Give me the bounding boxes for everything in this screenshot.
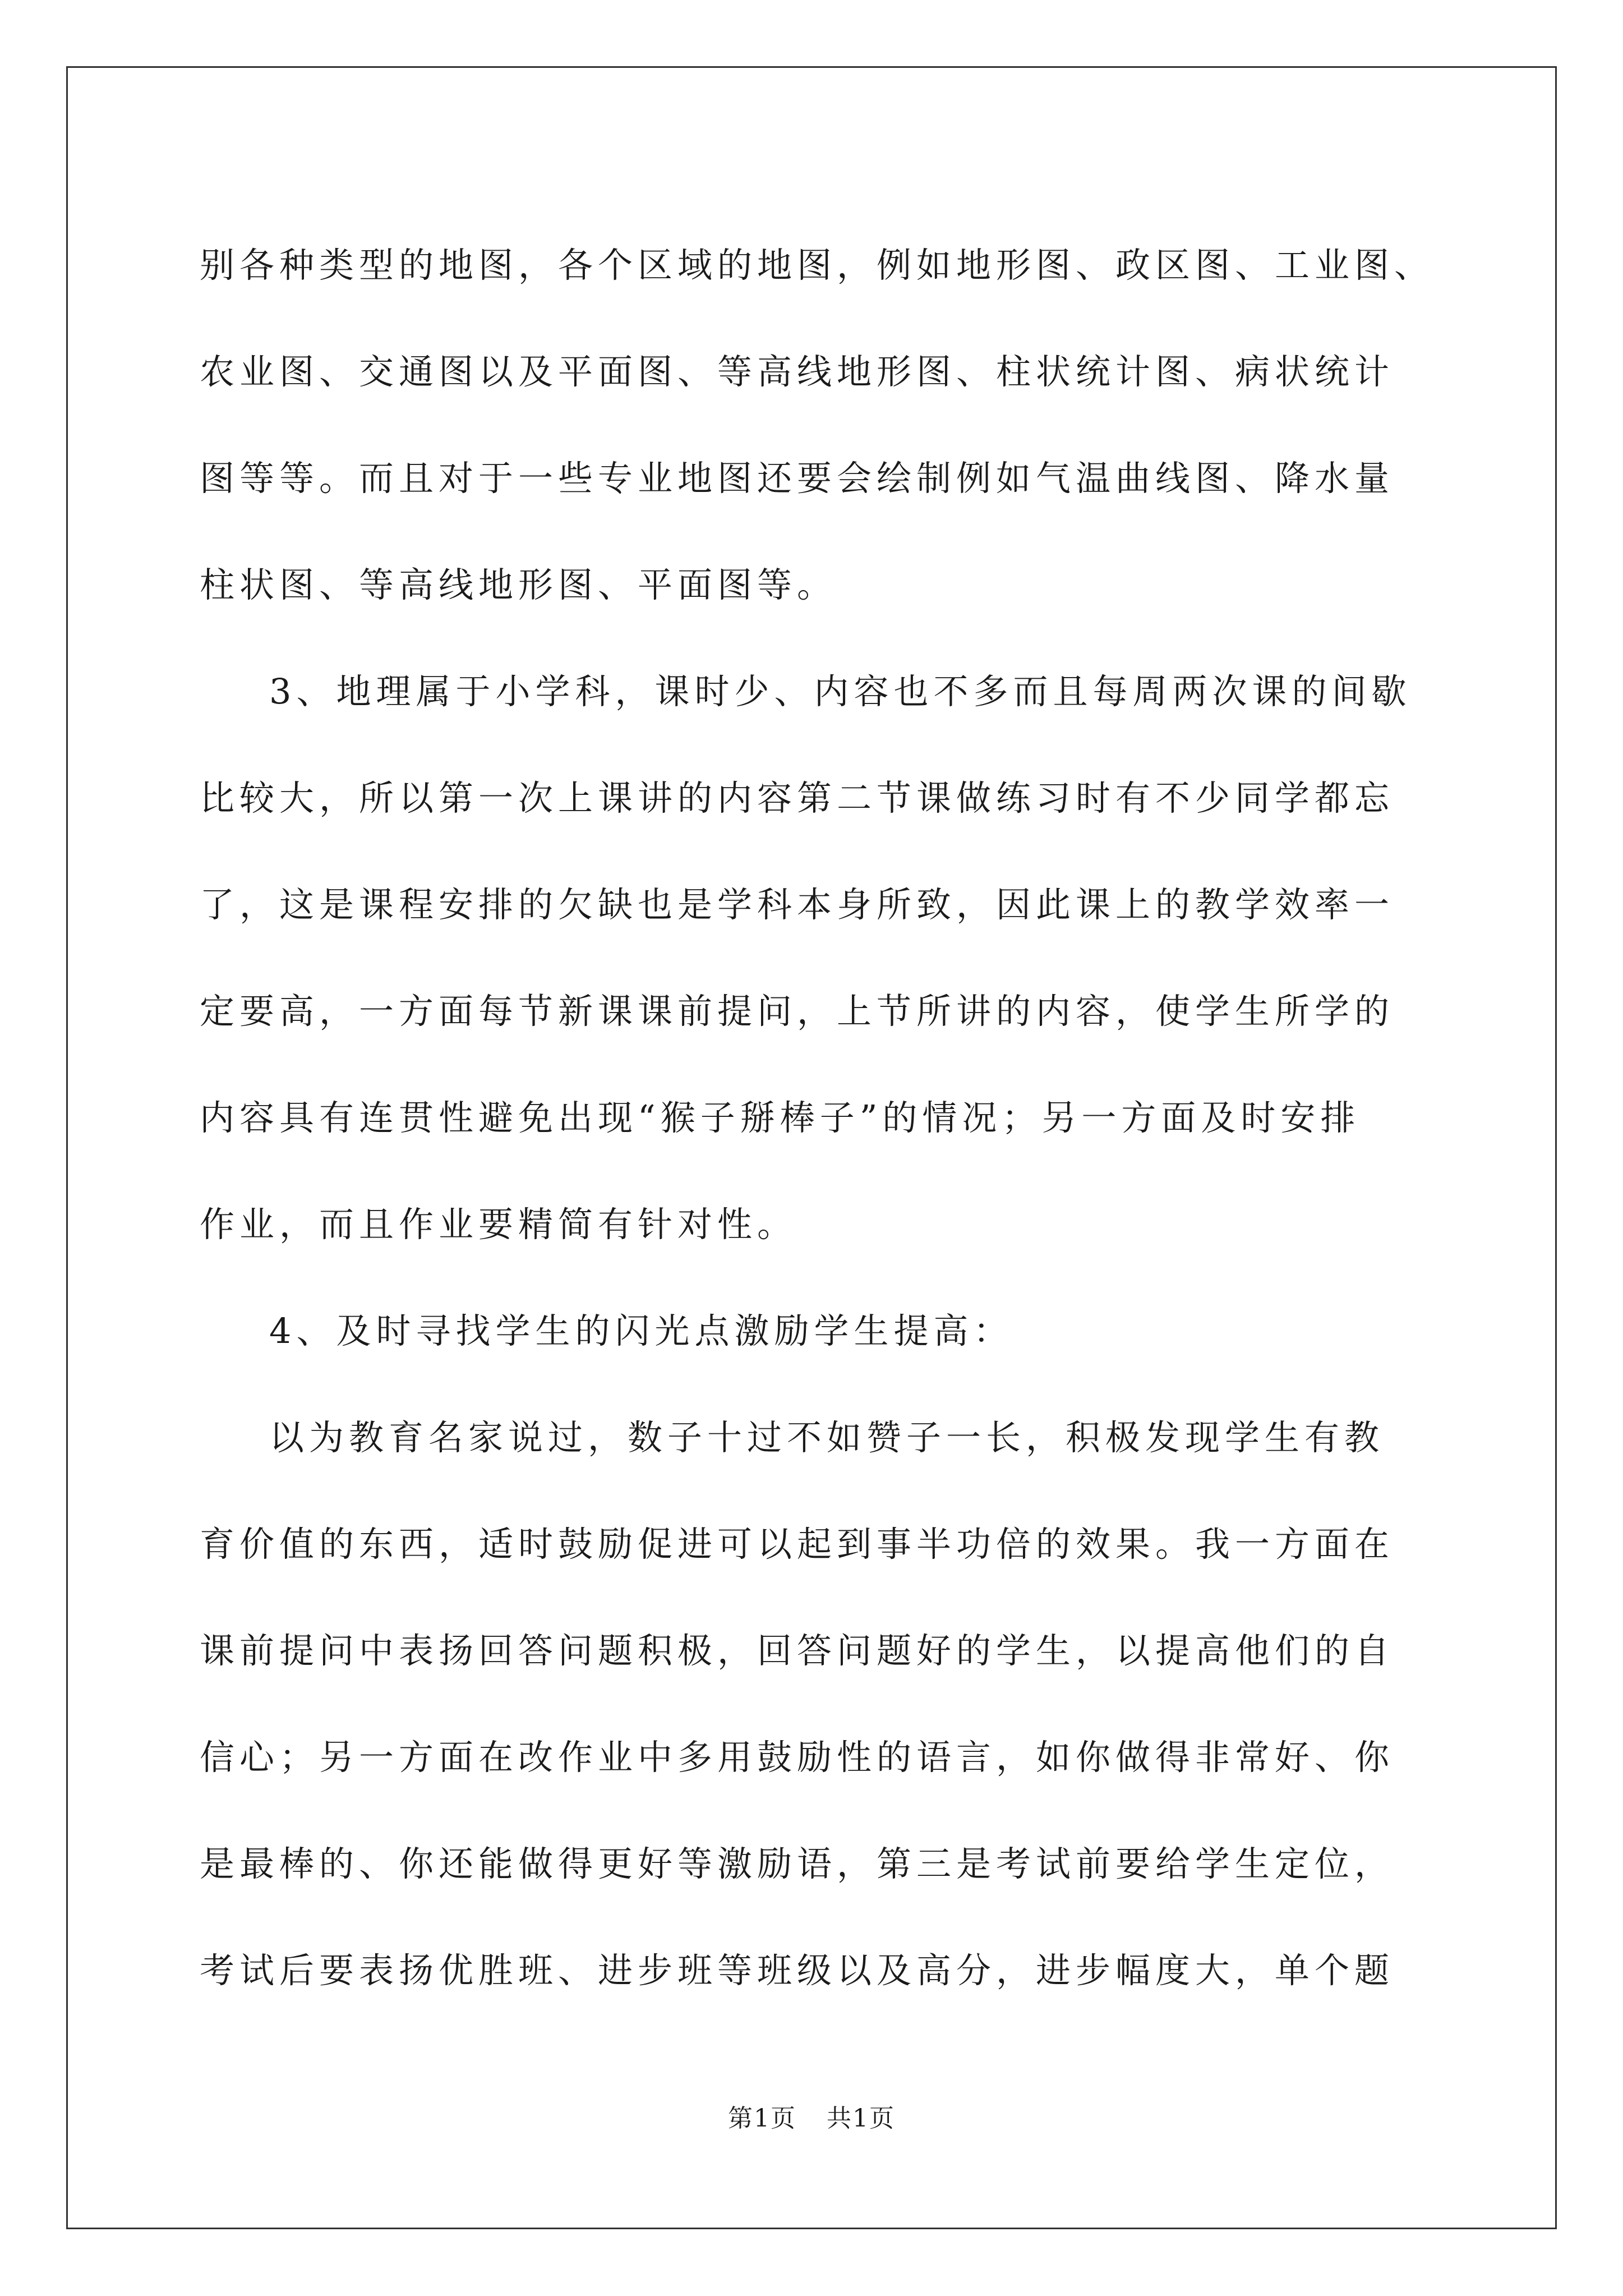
text-line: 了，这是课程安排的欠缺也是学科本身所致，因此课上的教学效率一 bbox=[200, 884, 1395, 925]
text-line: 作业，而且作业要精简有针对性。 bbox=[200, 1204, 797, 1245]
text-line: 图等等。而且对于一些专业地图还要会绘制例如气温曲线图、降水量 bbox=[200, 458, 1395, 499]
text-line: 4、及时寻找学生的闪光点激励学生提高： bbox=[269, 1310, 1013, 1351]
text-line: 柱状图、等高线地形图、平面图等。 bbox=[200, 564, 837, 605]
text-line: 以为教育名家说过，数子十过不如赞子一长，积极发现学生有教 bbox=[269, 1417, 1385, 1458]
text-line: 3、地理属于小学科，课时少、内容也不多而且每周两次课的间歇 bbox=[269, 671, 1412, 712]
text-line: 农业图、交通图以及平面图、等高线地形图、柱状统计图、病状统计 bbox=[200, 351, 1395, 392]
text-line: 别各种类型的地图，各个区域的地图，例如地形图、政区图、工业图、 bbox=[200, 245, 1435, 286]
text-line: 比较大，所以第一次上课讲的内容第二节课做练习时有不少同学都忘 bbox=[200, 777, 1395, 818]
text-line: 考试后要表扬优胜班、进步班等班级以及高分，进步幅度大，单个题 bbox=[200, 1950, 1395, 1991]
document-body bbox=[200, 212, 1490, 2024]
text-line: 育价值的东西，适时鼓励促进可以起到事半功倍的效果。我一方面在 bbox=[200, 1524, 1395, 1565]
text-line: 信心；另一方面在改作业中多用鼓励性的语言，如你做得非常好、你 bbox=[200, 1737, 1395, 1778]
page-footer bbox=[0, 2098, 1623, 2134]
text-line: 定要高，一方面每节新课课前提问，上节所讲的内容，使学生所学的 bbox=[200, 991, 1395, 1032]
text-line: 内容具有连贯性避免出现“猴子掰棒子”的情况；另一方面及时安排 bbox=[200, 1097, 1361, 1138]
page-number: 第1页 bbox=[728, 2104, 796, 2133]
text-line: 是最棒的、你还能做得更好等激励语，第三是考试前要给学生定位， bbox=[200, 1843, 1395, 1884]
text-line: 课前提问中表扬回答问题积极，回答问题好的学生，以提高他们的自 bbox=[200, 1630, 1395, 1671]
page-total: 共1页 bbox=[827, 2104, 895, 2133]
